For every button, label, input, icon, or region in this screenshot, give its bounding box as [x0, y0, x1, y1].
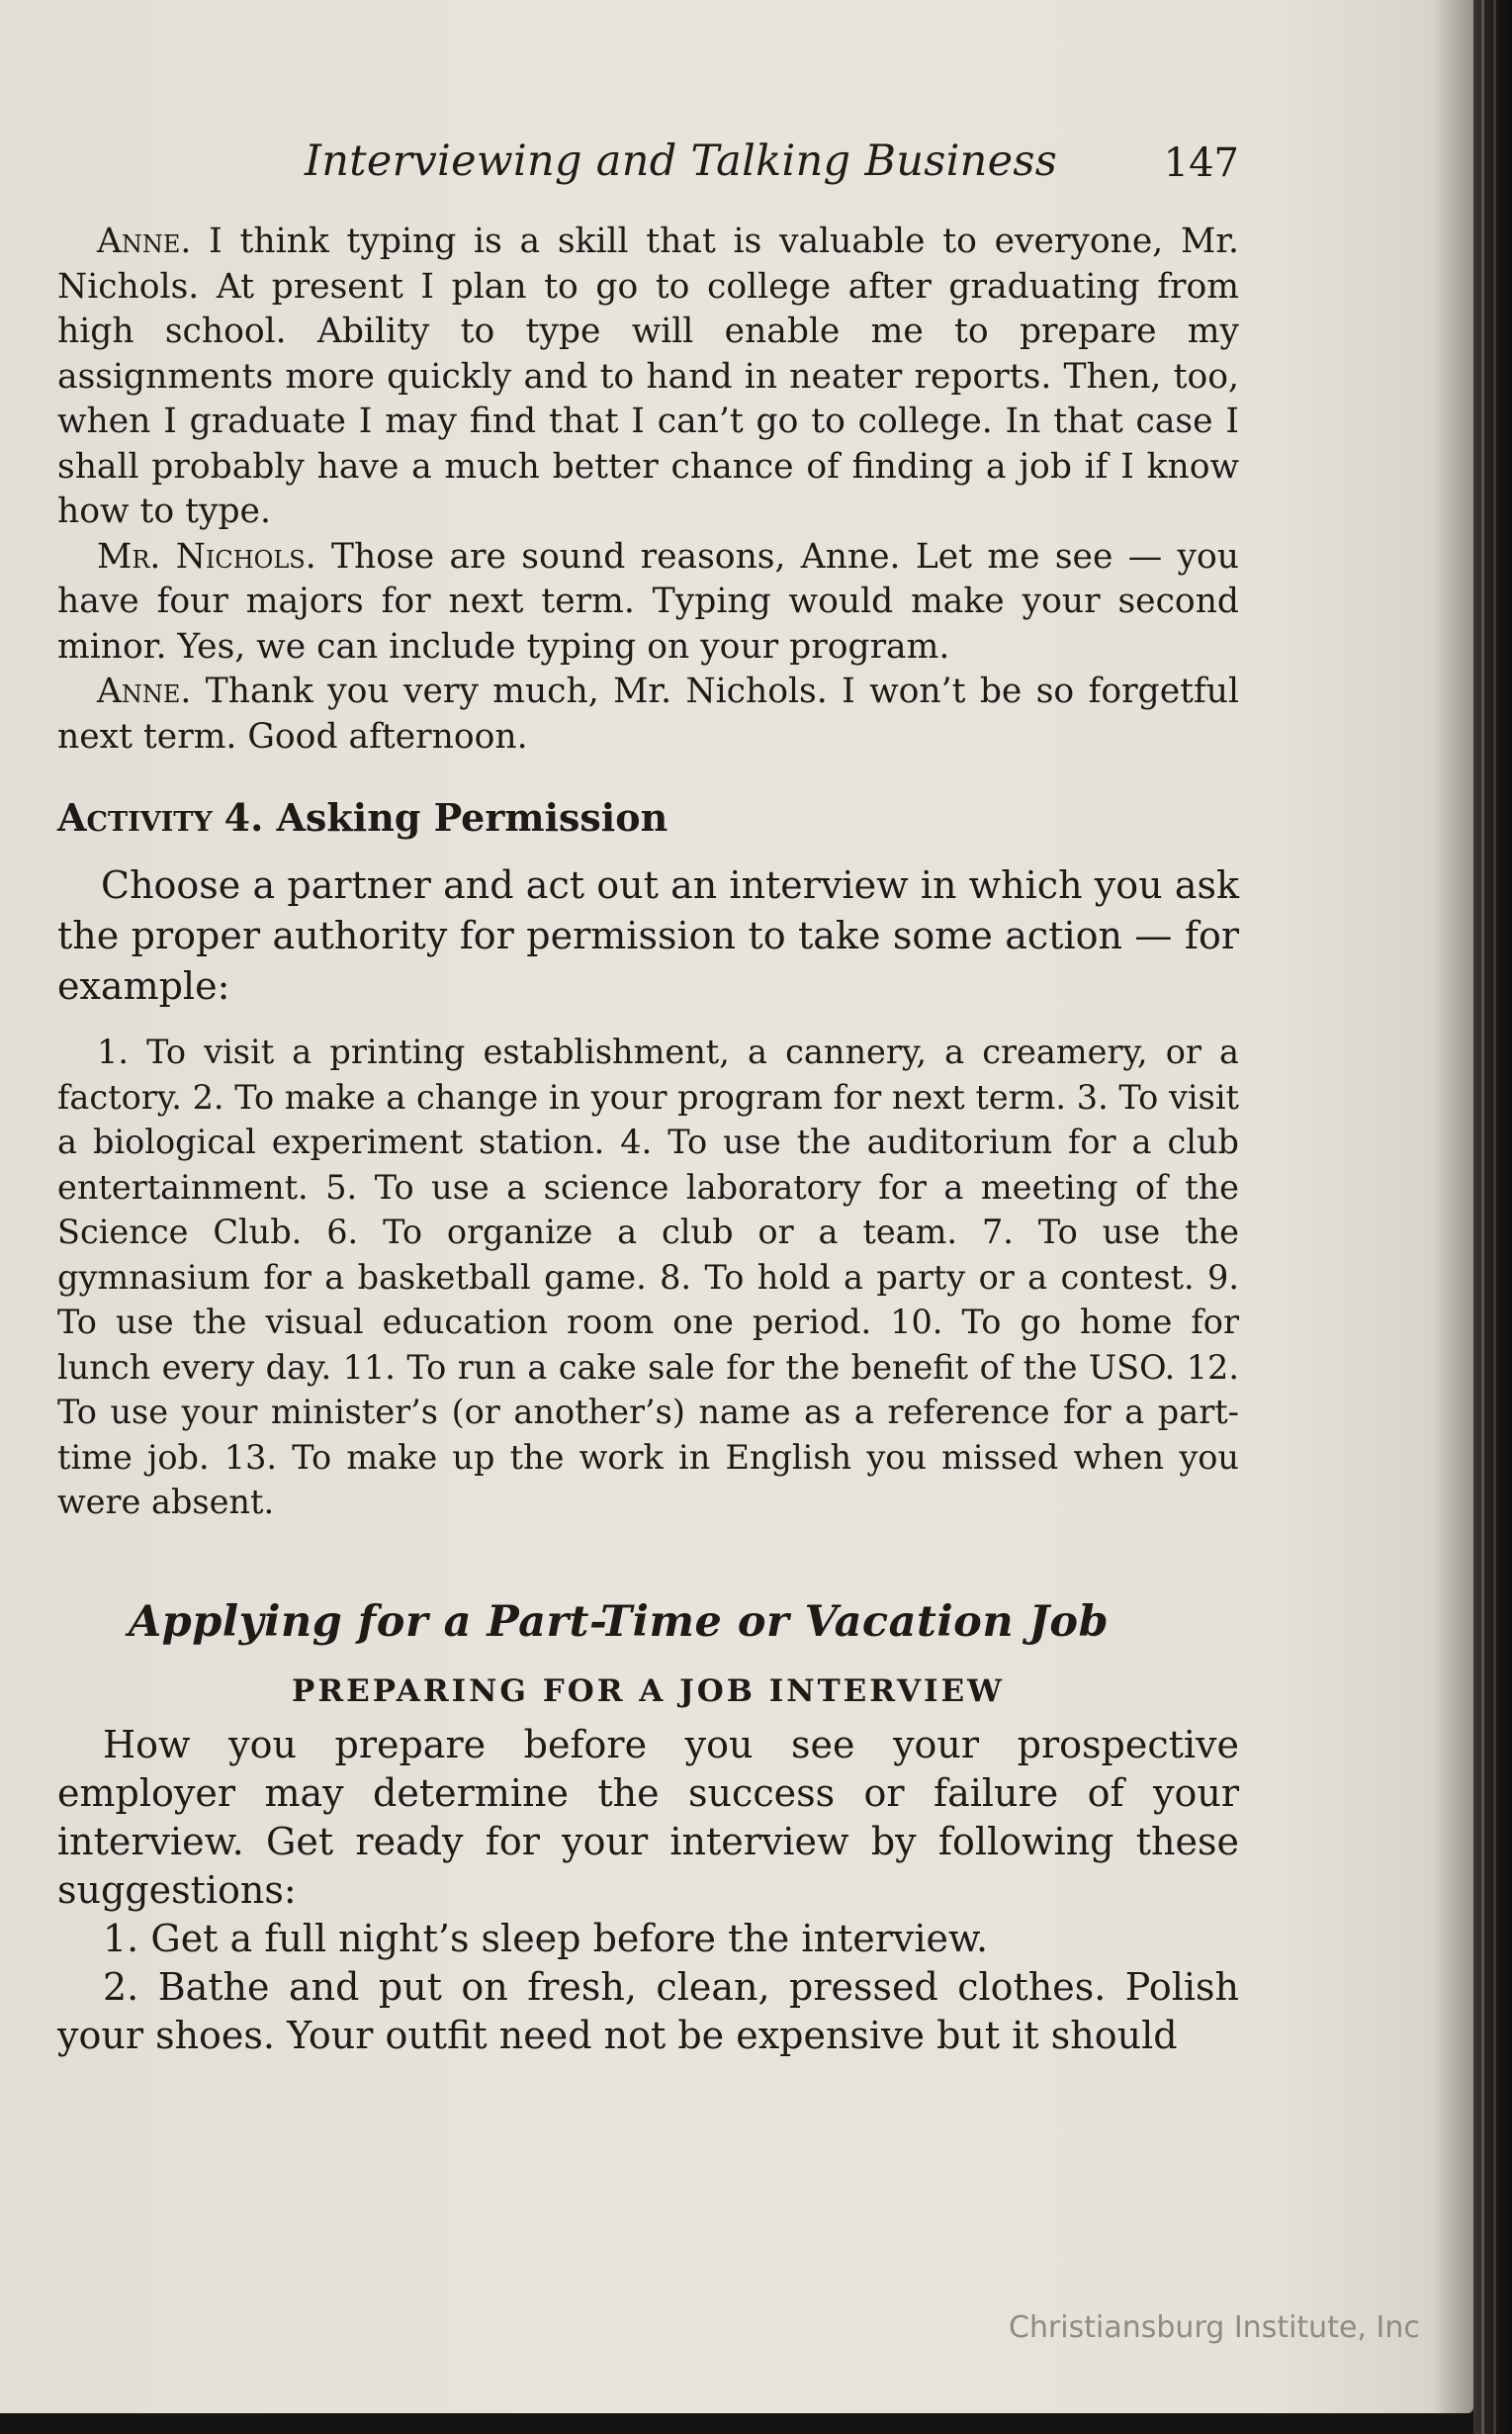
- dialogue-text: Those are sound reasons, Anne. Let me see — you have four majors for next term. Typing would make your second minor. Yes, we can include typing on your program.: [57, 536, 1240, 667]
- book-spine: [1473, 0, 1512, 2434]
- dialogue-text: I think typing is a skill that is valuable to everyone, Mr. Nichols. At present I plan to go to college after graduating from high school. Ability to type will enable me to prepare my assignments more quickly and to hand in neater reports. Then, too, when I graduate I may find that I can’t go to college. In that case I shall probably have a much better chance of finding a job if I know how to type.: [57, 222, 1240, 531]
- dialogue-text: Thank you very much, Mr. Nichols. I won’t be so forgetful next term. Good afternoon.: [57, 672, 1239, 757]
- page-header: [57, 136, 1239, 196]
- activity-label: Activity: [57, 795, 213, 840]
- activity-intro: Choose a partner and act out an interview in which you ask the proper authority for permission to take some action — for example:: [57, 863, 1239, 1008]
- spine-stripe: [1481, 0, 1484, 2434]
- speaker-name: Anne.: [97, 222, 192, 261]
- watermark: Christiansburg Institute, Inc: [1009, 2310, 1420, 2345]
- subsection-title: PREPARING FOR A JOB INTERVIEW: [292, 1672, 1005, 1709]
- section-title: Applying for a Part-Time or Vacation Job: [128, 1596, 1110, 1647]
- page-body: [57, 220, 1239, 2060]
- page-number: 147: [1163, 140, 1239, 186]
- running-head: Interviewing and Talking Business: [305, 136, 1058, 186]
- suggestion-item: 2. Bathe and put on fresh, clean, pressed clothes. Polish your shoes. Your outfit need not be expensive but it should: [57, 1964, 1239, 2057]
- activity-heading: [57, 793, 1239, 843]
- speaker-name: Anne.: [97, 672, 192, 711]
- dialogue-paragraph: [57, 220, 1239, 535]
- activity-items: 1. To visit a printing establishment, a cannery, a creamery, or a factory. 2. To make a change in your program for next term. 3. To visit a biological experiment station. 4. To use the auditorium for a club entertainment. 5. To use a science laboratory for a meeting of the Science Club. 6. To organize a club or a team. 7. To use the gymnasium for a basketball game. 8. To hold a party or a contest. 9. To use the visual education room one period. 10. To go home for lunch every day. 11. To run a cake sale for the benefit of the USO. 12. To use your minister’s (or another’s) name as a reference for a part-time job. 13. To make up the work in English you missed when you were absent.: [57, 1033, 1239, 1521]
- speaker-name: Mr. Nichols.: [97, 536, 316, 577]
- suggestion-list: [57, 1915, 1239, 2060]
- activity-number: 4.: [223, 795, 264, 840]
- spine-stripe: [1493, 0, 1496, 2434]
- suggestion-item: 1. Get a full night’s sleep before the interview.: [103, 1916, 989, 1960]
- activity-title: Asking Permission: [276, 795, 668, 840]
- dialogue-paragraph: [57, 535, 1239, 671]
- preparation-intro: How you prepare before you see your prospective employer may determine the success or failure of your interview. Get ready for your interview by following these suggestions:: [57, 1722, 1239, 1912]
- page-edge-shadow: [1434, 0, 1473, 2413]
- dialogue-paragraph: [57, 670, 1239, 760]
